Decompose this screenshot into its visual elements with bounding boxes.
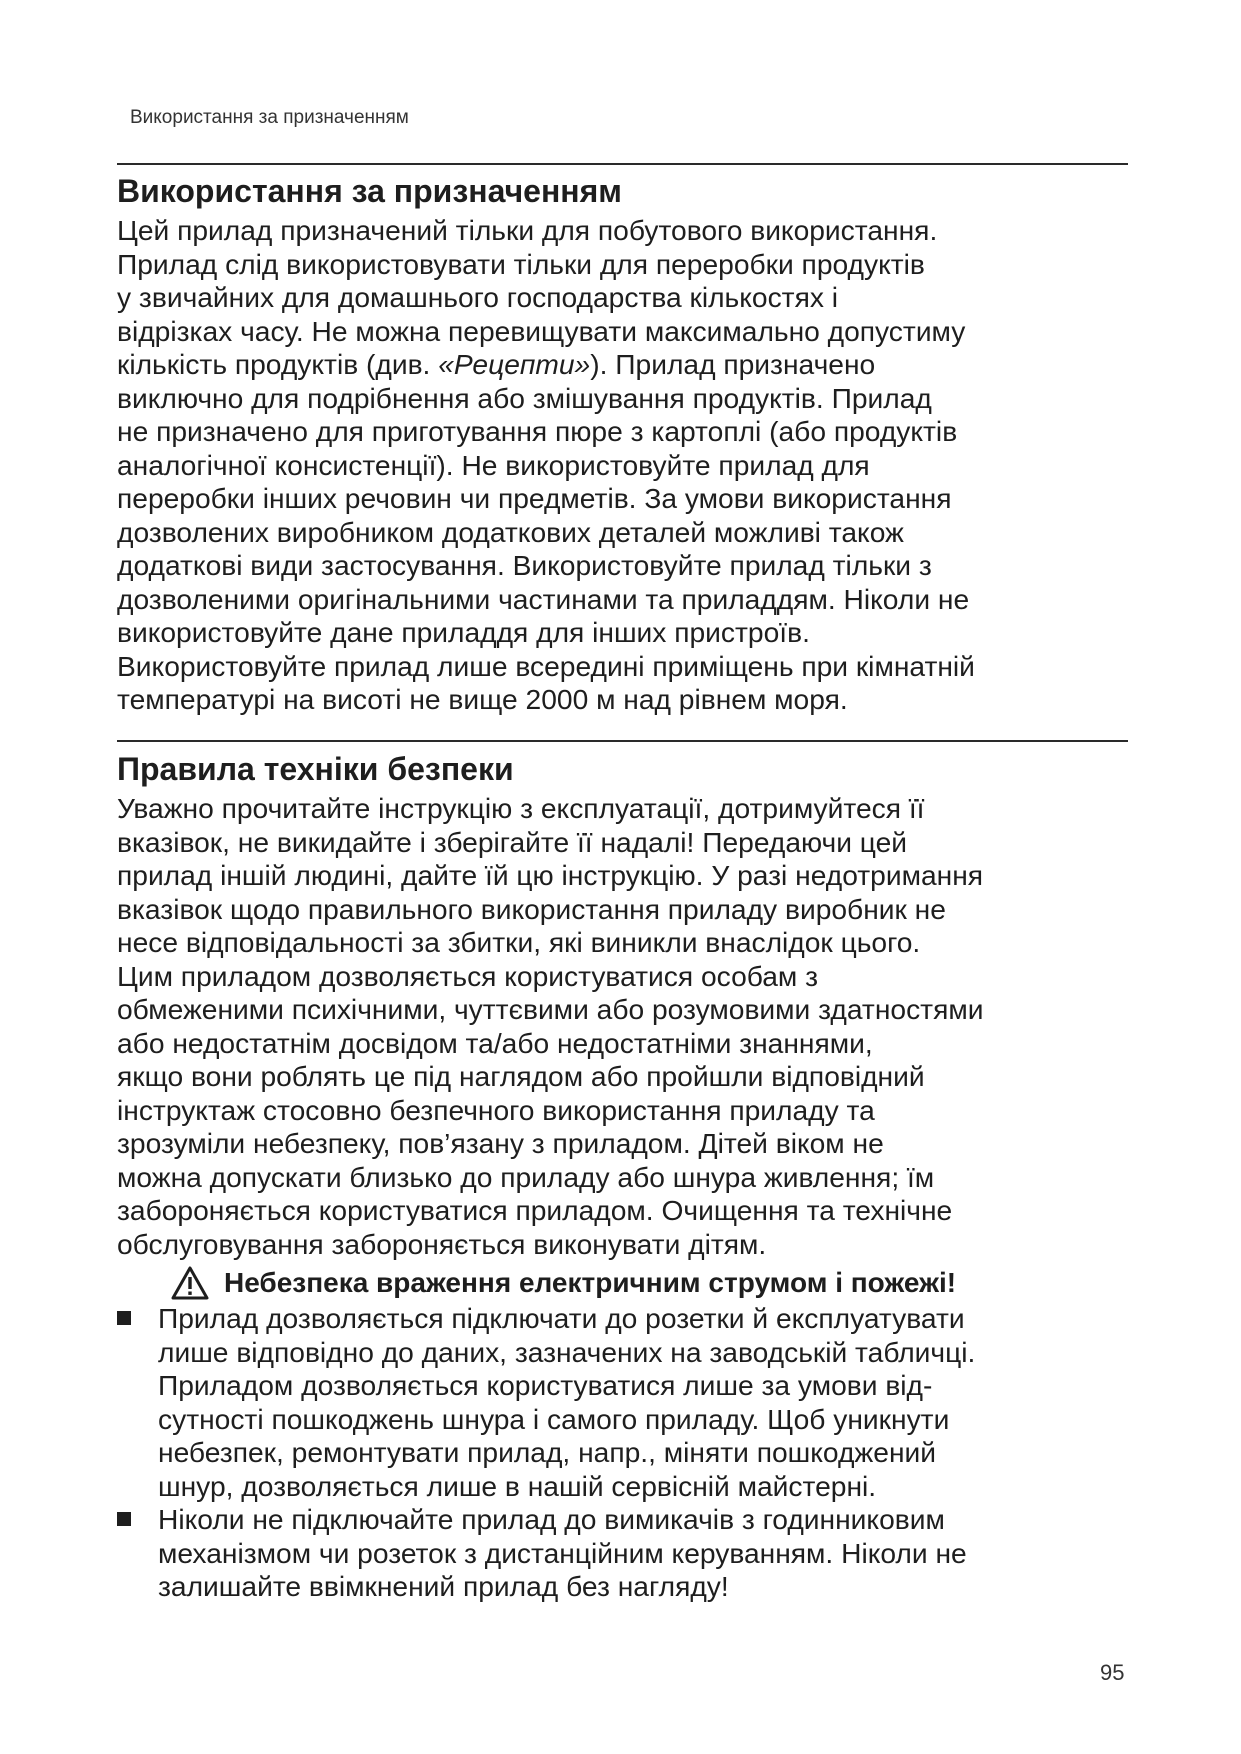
text-line: шнур, дозволяється лише в нашій сервісній майстерні. — [158, 1469, 877, 1502]
warning-triangle-icon — [171, 1266, 209, 1300]
text-line: відрізках часу. Не можна перевищувати максимально допустиму — [117, 314, 966, 347]
text-fragment: ). Прилад призначено — [590, 348, 876, 380]
text-line: Прилад дозволяється підключати до розетки й експлуатувати — [158, 1302, 965, 1334]
text-line — [117, 348, 1137, 382]
text-line: аналогічної консистенції). Не використовуйте прилад для — [117, 448, 870, 481]
text-line: не призначено для приготування пюре з картоплі (або продуктів — [117, 415, 958, 447]
text-line: лише відповідно до даних, зазначених на заводській табличці. — [158, 1335, 976, 1368]
text-fragment: кількість продуктів (див. — [117, 348, 439, 380]
text-line: або недостатнім досвідом та/або недостатніми знаннями, — [117, 1026, 873, 1059]
text-line: вказівок, не викидайте і зберігайте її надалі! Передаючи цей — [117, 825, 908, 858]
text-line: обмеженими психічними, чуттєвими або розумовими здатностями — [117, 993, 984, 1025]
text-line: вказівок щодо правильного використання приладу виробник не — [117, 892, 946, 925]
text-line: Приладом дозволяється користуватися лише за умови від- — [158, 1369, 933, 1401]
bullet-item — [117, 1503, 1137, 1604]
text-line: Цим приладом дозволяється користуватися особам з — [117, 959, 819, 992]
text-line: Цей прилад призначений тільки для побутового використання. — [117, 214, 938, 246]
recipes-reference: «Рецепти» — [438, 348, 591, 380]
square-bullet-icon — [117, 1311, 131, 1325]
text-line: Використовуйте прилад лише всередині приміщень при кімнатній — [117, 649, 975, 682]
section-divider-top — [117, 163, 1128, 165]
text-line: використовуйте дане приладдя для інших пристроїв. — [117, 616, 810, 648]
intended-use-paragraph — [117, 214, 1137, 717]
text-line: якщо вони роблять це під наглядом або пройшли відповідний — [117, 1060, 925, 1092]
text-line: небезпек, ремонтувати прилад, напр., міняти пошкоджений — [158, 1436, 937, 1468]
text-line: у звичайних для домашнього господарства кількостях і — [117, 281, 839, 313]
text-line: дозволеними оригінальними частинами та приладдям. Ніколи не — [117, 582, 970, 615]
page-number: 95 — [1100, 1660, 1125, 1685]
text-line: Ніколи не підключайте прилад до вимикачів з годинниковим — [158, 1503, 945, 1535]
text-line: сутності пошкоджень шнура і самого приладу. Щоб уникнути — [158, 1402, 950, 1435]
section-intended-use — [117, 170, 1137, 717]
text-line: залишайте ввімкнений прилад без нагляду! — [158, 1570, 729, 1602]
square-bullet-icon — [117, 1512, 131, 1526]
text-line: Прилад слід використовувати тільки для переробки продуктів — [117, 247, 925, 280]
text-line: прилад іншій людині, дайте їй цю інструкцію. У разі недотримання — [117, 859, 984, 891]
warning-heading-text: Небезпека враження електричним струмом і пожежі! — [224, 1267, 957, 1298]
text-line: переробки інших речовин чи предметів. За умови використання — [117, 482, 952, 514]
safety-paragraph — [117, 792, 1137, 1261]
bullet-item — [117, 1302, 1137, 1503]
text-line: можна допускати близько до приладу або шнура живлення; їм — [117, 1160, 935, 1193]
text-line: температурі на висоті не вище 2000 м над рівнем моря. — [117, 683, 848, 715]
text-line: додаткові види застосування. Використовуйте прилад тільки з — [117, 549, 932, 581]
section-title-intended-use: Використання за призначенням — [117, 173, 622, 209]
text-line: виключно для подрібнення або змішування продуктів. Прилад — [117, 381, 932, 414]
text-line: Уважно прочитайте інструкцію з експлуатації, дотримуйтеся її — [117, 792, 925, 824]
running-header: Використання за призначенням — [130, 107, 409, 128]
text-line: зрозуміли небезпеку, пов’язану з приладом. Дітей віком не — [117, 1127, 884, 1159]
text-line: дозволених виробником додаткових деталей можливі також — [117, 515, 904, 548]
text-line: обслуговування забороняється виконувати дітям. — [117, 1227, 767, 1260]
section-title-safety: Правила техніки безпеки — [117, 751, 514, 787]
text-line: забороняється користуватися приладом. Очищення та технічне — [117, 1194, 953, 1226]
text-line: механізмом чи розеток з дистанційним керуванням. Ніколи не — [158, 1536, 967, 1569]
text-line: несе відповідальності за збитки, які виникли внаслідок цього. — [117, 926, 921, 958]
warning-heading — [171, 1264, 1137, 1302]
section-safety — [117, 748, 1137, 1604]
text-line: інструктаж стосовно безпечного використання приладу та — [117, 1093, 875, 1126]
section-divider-safety — [117, 740, 1128, 742]
